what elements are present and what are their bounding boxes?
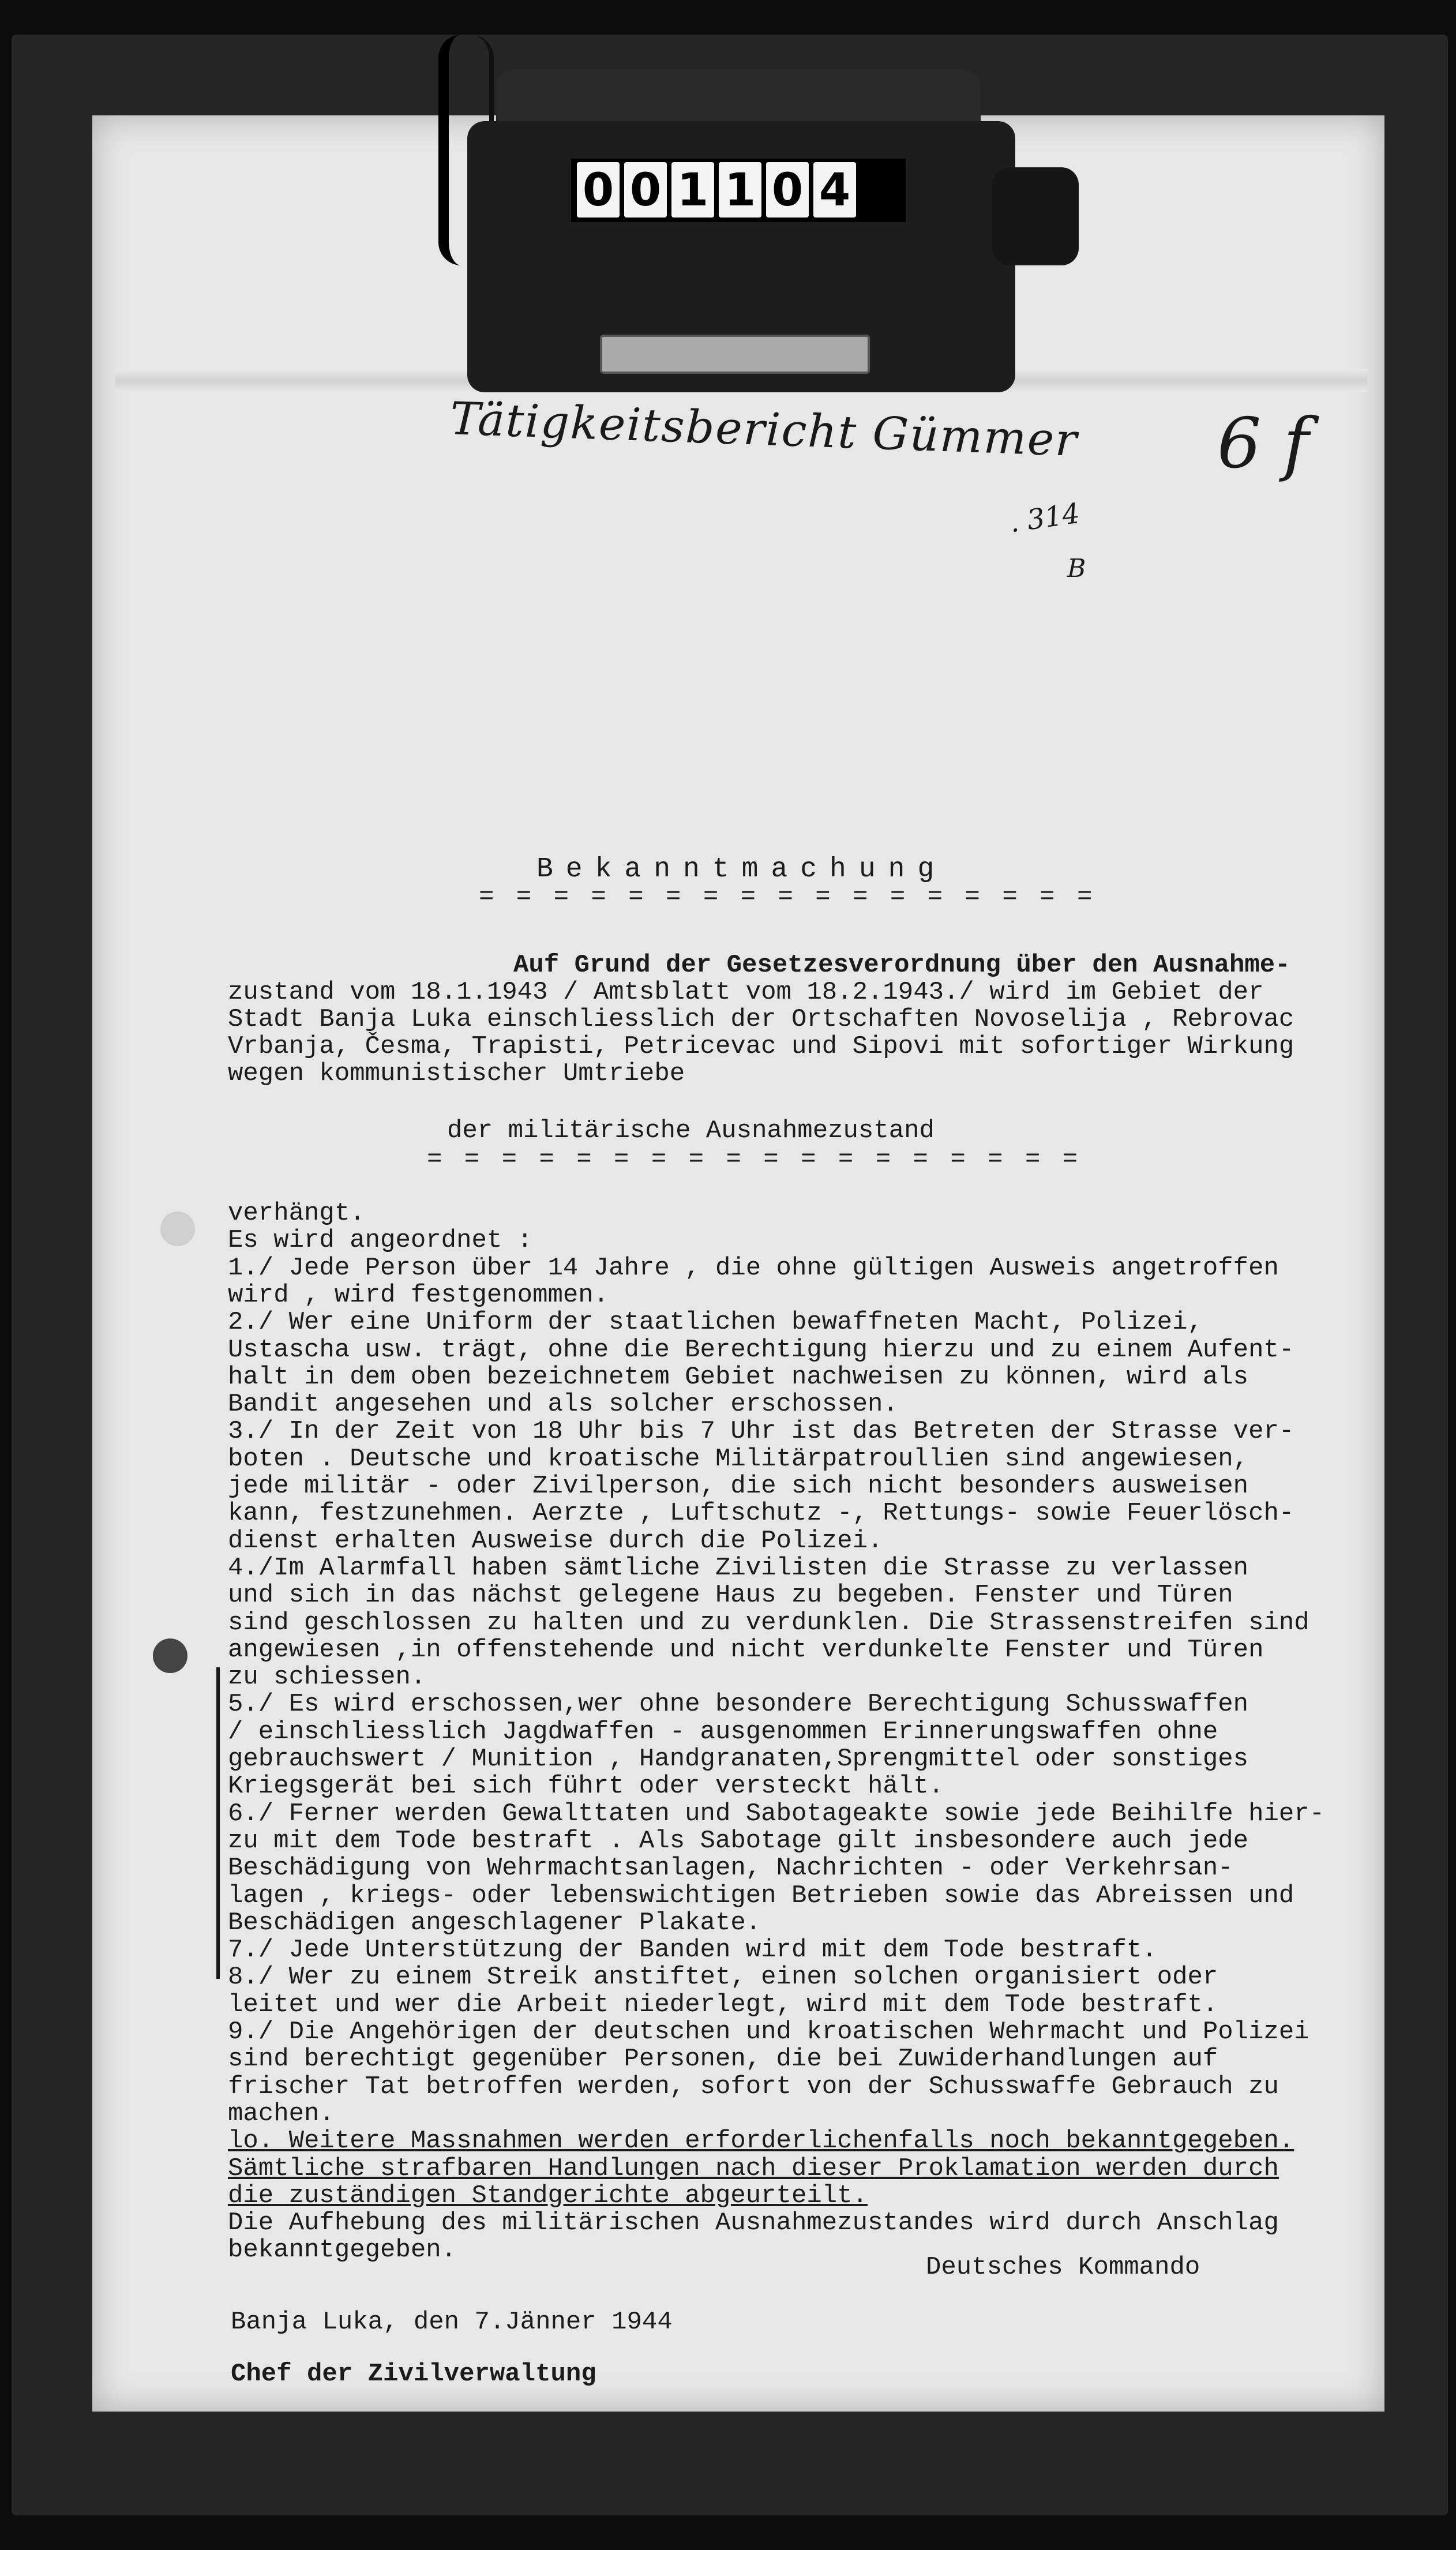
subheading: der militärische Ausnahmezustand [447, 1116, 935, 1145]
body-line: 7./ Jede Unterstützung der Banden wird mit dem Tode bestraft. [228, 1936, 1157, 1964]
counter-digit: 0 [624, 162, 667, 217]
intro-lead: Auf Grund der Gesetzesverordnung über den Ausnahme- [513, 951, 1290, 980]
body-line: und sich in das nächst gelegene Haus zu begeben. Fenster und Türen [228, 1581, 1233, 1610]
body-line: Kriegsgerät bei sich führt oder versteckt hält. [228, 1772, 944, 1801]
body-line: 3./ In der Zeit von 18 Uhr bis 7 Uhr ist das Betreten der Strasse ver- [228, 1417, 1294, 1446]
punch-hole [160, 1212, 195, 1246]
body-line: Es wird angeordnet : [228, 1226, 533, 1255]
body-line: zu mit dem Tode bestraft . Als Sabotage gilt insbesondere auch jede [228, 1827, 1249, 1855]
intro-line: Vrbanja, Česma, Trapisti, Petricevac und Sipovi mit sofortiger Wirkung [228, 1032, 1294, 1061]
body-line: boten . Deutsche und kroatische Militärpatroullien sind angewiesen, [228, 1445, 1249, 1473]
handwritten-corner-mark: 6 f [1217, 404, 1309, 484]
body-line: 9./ Die Angehörigen der deutschen und kroatischen Wehrmacht und Polizei [228, 2017, 1309, 2046]
underlined-line: lo. Weitere Massnahmen werden erforderlichenfalls noch bekanntgegeben. [228, 2127, 1294, 2155]
counter-knob [992, 167, 1079, 265]
handwritten-note: B [1067, 554, 1086, 583]
body-line: 1./ Jede Person über 14 Jahre , die ohne gültigen Ausweis angetroffen [228, 1254, 1279, 1282]
body-line: machen. [228, 2099, 335, 2128]
body-line: jede militär - oder Zivilperson, die sich nicht besonders ausweisen [228, 1472, 1249, 1501]
body-line: / einschliesslich Jagdwaffen - ausgenommen Erinnerungswaffen ohne [228, 1717, 1218, 1746]
place-date: Banja Luka, den 7.Jänner 1944 [231, 2308, 673, 2337]
body-line: sind berechtigt gegenüber Personen, die bei Zuwiderhandlungen auf [228, 2045, 1218, 2073]
counter-digit: 1 [719, 162, 761, 217]
body-line: Ustascha usw. trägt, ohne die Berechtigung hierzu und zu einem Aufent- [228, 1336, 1294, 1364]
counter-digit: 1 [671, 162, 714, 217]
body-line: 4./Im Alarmfall haben sämtliche Zivilisten die Strasse zu verlassen [228, 1554, 1249, 1582]
intro-line: wegen kommunistischer Umtriebe [228, 1059, 685, 1088]
subheading-underline: = = = = = = = = = = = = = = = = = = [427, 1145, 1082, 1174]
heading-underline: = = = = = = = = = = = = = = = = = [479, 883, 1096, 912]
body-line: leitet und wer die Arbeit niederlegt, wird mit dem Tode bestraft. [228, 1990, 1218, 2019]
underlined-line: die zuständigen Standgerichte abgeurteilt. [228, 2181, 868, 2210]
body-line: lagen , kriegs- oder lebenswichtigen Betrieben sowie das Abreissen und [228, 1881, 1294, 1910]
body-line: Beschädigung von Wehrmachtsanlagen, Nachrichten - oder Verkehrsan- [228, 1854, 1233, 1882]
intro-line: Stadt Banja Luka einschliesslich der Ortschaften Novoselija , Rebrovac [228, 1005, 1294, 1034]
punch-hole-dark [153, 1638, 187, 1673]
underlined-line: Sämtliche strafbaren Handlungen nach dieser Proklamation werden durch [228, 2154, 1279, 2183]
handwritten-title: Tätigkeitsbericht Gümmer [449, 393, 1079, 467]
body-line: 2./ Wer eine Uniform der staatlichen bewaffneten Macht, Polizei, [228, 1308, 1203, 1337]
body-line: 8./ Wer zu einem Streik anstiftet, einen solchen organisiert oder [228, 1963, 1218, 1992]
body-line: 5./ Es wird erschossen,wer ohne besondere Berechtigung Schusswaffen [228, 1690, 1249, 1719]
body-line: dienst erhalten Ausweise durch die Polizei. [228, 1527, 883, 1555]
body-line: frischer Tat betroffen werden, sofort von der Schusswaffe Gebrauch zu [228, 2072, 1279, 2101]
intro-line: zustand vom 18.1.1943 / Amtsblatt vom 18.2.1943./ wird im Gebiet der [228, 978, 1264, 1007]
body-line: 6./ Ferner werden Gewalttaten und Sabotageakte sowie jede Beihilfe hier- [228, 1799, 1325, 1828]
margin-bar [216, 1667, 220, 1979]
counter-plate [600, 335, 870, 374]
counter-digit: 0 [766, 162, 809, 217]
body-line: Bandit angesehen und als solcher erschossen. [228, 1390, 898, 1419]
counter-digit: 0 [577, 162, 620, 217]
body-line: kann, festzunehmen. Aerzte , Luftschutz -, Rettungs- sowie Feuerlösch- [228, 1499, 1294, 1528]
closing-line: Die Aufhebung des militärischen Ausnahmezustandes wird durch Anschlag [228, 2208, 1279, 2237]
signature: Deutsches Kommando [926, 2253, 1200, 2282]
handwritten-note: . 314 [1007, 497, 1082, 539]
footer-stamp: Chef der Zivilverwaltung [231, 2360, 596, 2388]
body-line: zu schiessen. [228, 1663, 426, 1692]
counter-digit: 4 [813, 162, 856, 217]
body-line: sind geschlossen zu halten und zu verdunklen. Die Strassenstreifen sind [228, 1608, 1309, 1637]
counter-window [571, 159, 906, 222]
body-line: wird , wird festgenommen. [228, 1281, 609, 1310]
document-heading: Bekanntmachung [536, 854, 947, 885]
body-line: angewiesen ,in offenstehende und nicht verdunkelte Fenster und Türen [228, 1636, 1264, 1664]
closing-line: bekanntgegeben. [228, 2236, 457, 2264]
body-line: gebrauchswert / Munition , Handgranaten,Sprengmittel oder sonstiges [228, 1745, 1249, 1773]
body-line: halt in dem oben bezeichnetem Gebiet nachweisen zu können, wird als [228, 1363, 1249, 1392]
body-line: verhängt. [228, 1199, 365, 1228]
body-line: Beschädigen angeschlagener Plakate. [228, 1908, 761, 1937]
